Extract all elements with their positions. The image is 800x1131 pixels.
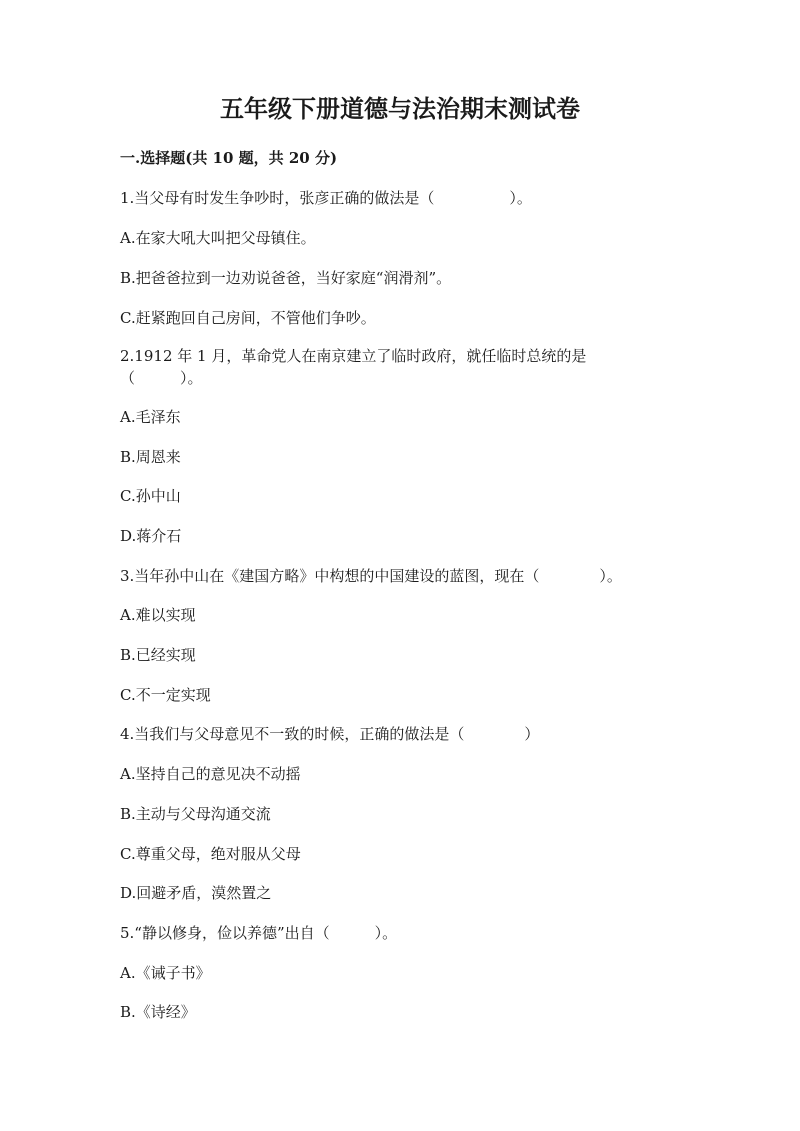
question-stem: 4.当我们与父母意见不一致的时候，正确的做法是（ ） — [120, 725, 540, 743]
answer-option: C.孙中山 — [120, 487, 181, 505]
section-heading: 一.选择题(共 10 题，共 20 分) — [120, 149, 338, 167]
answer-option: B.周恩来 — [120, 448, 181, 466]
answer-option: A.在家大吼大叫把父母镇住。 — [120, 229, 316, 247]
answer-option: A.难以实现 — [120, 606, 196, 624]
answer-option: C.赶紧跑回自己房间，不管他们争吵。 — [120, 309, 376, 327]
answer-option: B.已经实现 — [120, 646, 196, 664]
answer-option: D.蒋介石 — [120, 527, 182, 545]
answer-option: B.把爸爸拉到一边劝说爸爸，当好家庭“润滑剂”。 — [120, 269, 452, 287]
answer-option: A.坚持自己的意见决不动摇 — [120, 765, 301, 783]
answer-option: C.不一定实现 — [120, 686, 211, 704]
answer-option: D.回避矛盾，漠然置之 — [120, 884, 272, 902]
answer-option: B.《诗经》 — [120, 1003, 196, 1021]
page-title: 五年级下册道德与法治期末测试卷 — [220, 94, 580, 123]
question-stem: 2.1912 年 1 月，革命党人在南京建立了临时政府，就任临时总统的是（ ）。 — [120, 347, 587, 387]
question-stem: 1.当父母有时发生争吵时，张彦正确的做法是（ ）。 — [120, 189, 532, 207]
answer-option: A.《诫子书》 — [120, 964, 211, 982]
answer-option: B.主动与父母沟通交流 — [120, 805, 271, 823]
answer-option: A.毛泽东 — [120, 408, 181, 426]
question-stem: 5.“静以修身，俭以养德”出自（ ）。 — [120, 924, 398, 942]
answer-option: C.尊重父母，绝对服从父母 — [120, 845, 301, 863]
question-stem: 3.当年孙中山在《建国方略》中构想的中国建设的蓝图，现在（ ）。 — [120, 567, 622, 585]
